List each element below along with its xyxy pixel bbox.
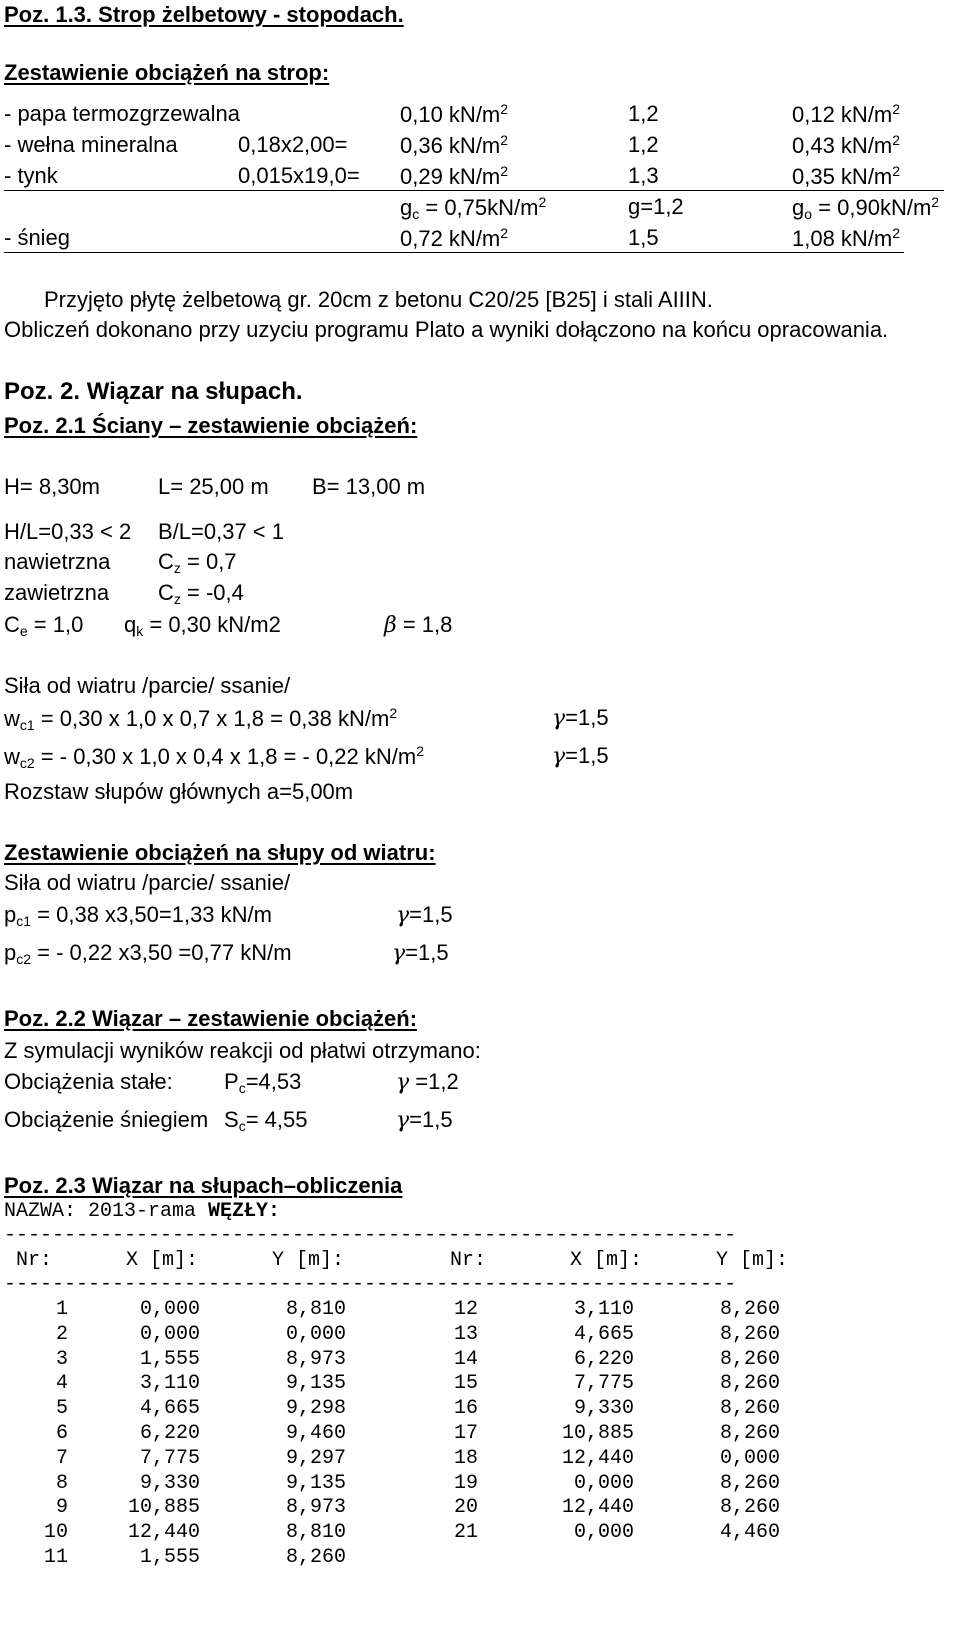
node-number: 6: [55, 1422, 68, 1445]
load-calc: 0,015x19,0=: [238, 163, 360, 188]
pc1-gamma: γ=1,5: [396, 902, 453, 928]
node-x: 6,220: [573, 1347, 634, 1371]
load-value: 0,29 $kN/m^2$: [400, 163, 509, 189]
node-y: 0,000: [719, 1446, 780, 1470]
program-name: NAZWA: 2013-rama WĘZŁY:: [4, 1200, 281, 1223]
windward-coef: $C_z = 0,7$: [158, 549, 237, 576]
dead-load-value: $P_c=4,53$: [224, 1069, 302, 1096]
sum-rule: [4, 190, 944, 191]
col-header-y: Y [m]:: [716, 1249, 789, 1272]
node-number: 19: [453, 1471, 478, 1495]
node-x: 10,885: [127, 1496, 200, 1520]
col-header-nr: Nr:: [450, 1249, 487, 1272]
wind-force-label-2: Siła od wiatru /parcie/ ssanie/: [4, 870, 291, 895]
node-y: 0,000: [285, 1322, 346, 1346]
wc1-gamma: γ=1,5: [552, 705, 609, 731]
col-header-x: X [m]:: [570, 1249, 643, 1272]
dead-load-label: Obciążenia stałe:: [4, 1069, 173, 1094]
node-x: 0,000: [139, 1322, 200, 1346]
node-x: 0,000: [139, 1298, 200, 1321]
ratio-bl: B/L=0,37 < 1: [158, 519, 284, 544]
node-y: 9,298: [285, 1397, 346, 1421]
snow-load-gamma: γ=1,5: [396, 1107, 453, 1133]
node-y: 8,260: [719, 1372, 780, 1396]
column-spacing: Rozstaw słupów głównych a=5,00m: [4, 779, 354, 804]
wind-load-wc1: $w_{c1} = 0,30$ x 1,0 x 0,7 x 1,8 = 0,38 $kN/m^2$: [4, 705, 398, 733]
load-calc: 0,18x2,00=: [238, 132, 348, 157]
loads-heading: Zestawienie obciążeń na strop:: [4, 60, 330, 85]
beta-coef: β = 1,8: [384, 612, 453, 638]
wind-pressure-qk: $q_k = 0,30$ kN/m2: [124, 612, 281, 639]
node-number: 20: [453, 1496, 478, 1520]
load-design: 0,43 $kN/m^2$: [792, 132, 901, 158]
length-l: L= 25,00 m: [158, 474, 269, 499]
wc2-gamma: γ=1,5: [552, 743, 609, 769]
node-number: 21: [453, 1521, 478, 1545]
node-number: 10: [43, 1521, 68, 1545]
wind-force-label: Siła od wiatru /parcie/ ssanie/: [4, 673, 291, 698]
node-y: 8,260: [719, 1496, 780, 1520]
table-header: [16, 1249, 836, 1273]
load-name: - tynk: [4, 163, 58, 188]
node-y: 8,260: [719, 1471, 780, 1495]
node-x: 10,885: [561, 1422, 634, 1445]
load-name: - wełna mineralna: [4, 132, 178, 157]
node-x: 9,330: [573, 1397, 634, 1421]
sum-gc: $g_c = 0,75kN/m^2$: [400, 194, 547, 222]
table-divider: -------------------------------------------------------------: [4, 1224, 737, 1247]
col-header-y: Y [m]:: [272, 1249, 345, 1272]
node-x: 9,330: [139, 1471, 200, 1495]
load-factor: 1,2: [628, 101, 659, 126]
node-number: 18: [453, 1446, 478, 1470]
node-number: 15: [453, 1372, 478, 1396]
node-number: 14: [453, 1347, 478, 1371]
node-x: 12,440: [561, 1446, 634, 1470]
section-title-poz-1-3: Poz. 1.3. Strop żelbetowy - stopodach.: [4, 2, 404, 27]
snow-name: - śnieg: [4, 225, 71, 250]
column-load-pc2: $p_{c2}$ = - 0,22 x3,50 =0,77 kN/m: [4, 940, 292, 967]
node-y: 8,973: [285, 1347, 346, 1371]
node-number: 11: [43, 1546, 68, 1569]
col-header-nr: Nr:: [16, 1249, 53, 1272]
snow-factor: 1,5: [628, 225, 659, 250]
height-h: H= 8,30m: [4, 474, 100, 499]
node-y: 8,260: [719, 1422, 780, 1445]
section-title-poz-2-1: Poz. 2.1 Ściany – zestawienie obciążeń:: [4, 413, 418, 438]
sum-factor: g=1,2: [628, 194, 684, 219]
snow-design: 1,08 $kN/m^2$: [792, 225, 901, 251]
snow-load-value: $S_c= 4,55$: [224, 1107, 308, 1134]
load-factor: 1,2: [628, 132, 659, 157]
sum-go: $g_o = 0,90kN/m^2$: [792, 194, 940, 222]
simulation-note: Z symulacji wyników reakcji od płatwi otrzymano:: [4, 1038, 481, 1063]
node-x: 0,000: [573, 1471, 634, 1495]
leeward-coef: $C_z = -0,4$: [158, 580, 244, 607]
node-number: 16: [453, 1397, 478, 1421]
load-name: - papa termozgrzewalna: [4, 101, 241, 126]
col-header-x: X [m]:: [126, 1249, 199, 1272]
leeward-label: zawietrzna: [4, 580, 110, 605]
section-title-poz-2-2: Poz. 2.2 Wiązar – zestawienie obciążeń:: [4, 1006, 418, 1031]
node-number: 13: [453, 1322, 478, 1346]
node-y: 8,810: [285, 1298, 346, 1321]
wind-load-wc2: $w_{c2}$ = - 0,30 x 1,0 x 0,4 x 1,8 = - 0,22 $kN/m^2$: [4, 743, 425, 771]
node-y: 9,135: [285, 1471, 346, 1495]
load-value: 0,10 $kN/m^2$: [400, 101, 509, 127]
node-x: 7,775: [573, 1372, 634, 1396]
snow-rule: [4, 252, 904, 253]
node-number: 5: [55, 1397, 68, 1421]
section-title-poz-2: Poz. 2. Wiązar na słupach.: [4, 378, 303, 405]
ratio-hl: H/L=0,33 < 2: [4, 519, 132, 544]
windward-label: nawietrzna: [4, 549, 111, 574]
node-x: 1,555: [139, 1546, 200, 1569]
node-number: 2: [55, 1322, 68, 1346]
node-x: 3,110: [139, 1372, 200, 1396]
snow-load-label: Obciążenie śniegiem: [4, 1107, 209, 1132]
dead-load-gamma: γ =1,2: [396, 1069, 459, 1095]
node-number: 1: [55, 1298, 68, 1321]
node-y: 8,260: [719, 1397, 780, 1421]
node-y: 9,297: [285, 1446, 346, 1470]
node-y: 8,260: [285, 1546, 346, 1569]
node-number: 4: [55, 1372, 68, 1396]
node-x: 4,665: [573, 1322, 634, 1346]
snow-value: 0,72 $kN/m^2$: [400, 225, 509, 251]
node-x: 1,555: [139, 1347, 200, 1371]
node-y: 9,460: [285, 1422, 346, 1445]
width-b: B= 13,00 m: [312, 474, 426, 499]
node-number: 7: [55, 1446, 68, 1470]
node-number: 17: [453, 1422, 478, 1445]
node-x: 6,220: [139, 1422, 200, 1445]
node-x: 12,440: [127, 1521, 200, 1545]
exposure-coef: $C_e = 1,0$: [4, 612, 84, 639]
node-x: 12,440: [561, 1496, 634, 1520]
table-divider: -------------------------------------------------------------: [4, 1273, 737, 1296]
note-slab: Przyjęto płytę żelbetową gr. 20cm z betonu C20/25 [B25] i stali AIIIN.: [44, 287, 713, 312]
column-load-pc1: $p_{c1} = 0,38$ x3,50=1,33 kN/m: [4, 902, 272, 929]
node-x: 4,665: [139, 1397, 200, 1421]
node-y: 8,260: [719, 1347, 780, 1371]
note-plato: Obliczeń dokonano przy uzyciu programu Plato a wyniki dołączono na końcu opracowania.: [4, 317, 889, 342]
node-y: 8,973: [285, 1496, 346, 1520]
pc2-gamma: γ=1,5: [392, 940, 449, 966]
node-number: 8: [55, 1471, 68, 1495]
node-x: 3,110: [573, 1298, 634, 1321]
node-y: 8,260: [719, 1298, 780, 1321]
column-loads-heading: Zestawienie obciążeń na słupy od wiatru:: [4, 840, 436, 865]
node-y: 9,135: [285, 1372, 346, 1396]
node-x: 7,775: [139, 1446, 200, 1470]
node-y: 4,460: [719, 1521, 780, 1545]
node-y: 8,260: [719, 1322, 780, 1346]
node-number: 9: [55, 1496, 68, 1520]
load-design: 0,35 $kN/m^2$: [792, 163, 901, 189]
section-title-poz-2-3: Poz. 2.3 Wiązar na słupach–obliczenia: [4, 1173, 403, 1198]
load-value: 0,36 $kN/m^2$: [400, 132, 509, 158]
node-x: 0,000: [573, 1521, 634, 1545]
load-design: 0,12 $kN/m^2$: [792, 101, 901, 127]
node-number: 3: [55, 1347, 68, 1371]
node-y: 8,810: [285, 1521, 346, 1545]
load-factor: 1,3: [628, 163, 659, 188]
node-number: 12: [453, 1298, 478, 1321]
